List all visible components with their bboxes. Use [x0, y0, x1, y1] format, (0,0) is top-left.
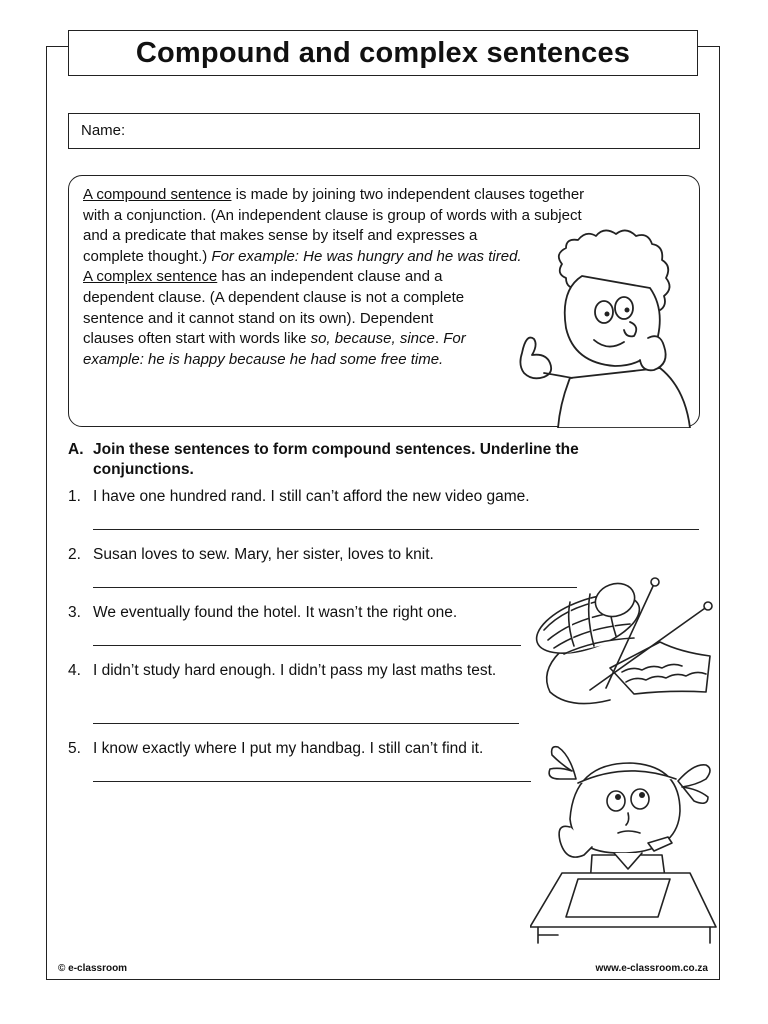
answer-line-1[interactable] — [93, 529, 699, 530]
thinking-boy-illustration — [500, 228, 700, 428]
section-heading: Join these sentences to form compound sentences. Underline the conjunctions. — [93, 441, 579, 478]
title-box — [68, 30, 698, 76]
answer-line-3[interactable] — [93, 645, 521, 646]
question-text: I know exactly where I put my handbag. I still can’t find it. — [93, 740, 484, 757]
example-text: For example: He was hungry and he was tired. — [211, 247, 522, 265]
example-text: example: he is happy because he had some free time. — [83, 350, 444, 368]
term-underlined: A complex sentence — [83, 268, 218, 286]
info-run: dependent clause. (A dependent clause is not a complete — [83, 288, 465, 306]
question-number: 2. — [68, 546, 81, 563]
info-line — [83, 185, 585, 206]
info-run: clauses often start with words like — [83, 330, 311, 348]
question-text: Susan loves to sew. Mary, her sister, loves to knit. — [93, 546, 434, 563]
footer-website: www.e-classroom.co.za — [595, 963, 708, 974]
example-text: so, because, since — [310, 330, 435, 348]
knitting-yarn-illustration — [530, 572, 718, 712]
question-number: 5. — [68, 740, 81, 757]
info-run: and a predicate that makes sense by itself and expresses a — [83, 227, 478, 245]
question-text: We eventually found the hotel. It wasn’t the right one. — [93, 604, 458, 621]
info-run: has an independent clause and a — [217, 268, 443, 286]
answer-line-5[interactable] — [93, 781, 531, 782]
question-number: 4. — [68, 662, 81, 679]
answer-line-4[interactable] — [93, 723, 519, 724]
info-run: is made by joining two independent clauses together — [231, 186, 585, 203]
section-letter: A. — [68, 441, 84, 458]
name-label: Name: — [81, 122, 126, 139]
footer-copyright: © e-classroom — [58, 963, 128, 974]
term-underlined: A compound sentence — [83, 186, 232, 203]
name-field[interactable] — [68, 113, 700, 149]
info-run: sentence and it cannot stand on its own). Dependent — [83, 309, 434, 327]
question-number: 1. — [68, 488, 81, 505]
thinking-girl-at-desk-illustration — [530, 735, 718, 945]
example-text: For — [443, 330, 466, 348]
page-title: Compound and complex sentences — [135, 36, 631, 69]
info-line — [83, 206, 582, 227]
info-run: complete thought.) — [83, 247, 212, 265]
info-run: with a conjunction. (An independent clause is group of words with a subject — [83, 206, 582, 224]
info-run: . — [434, 330, 444, 348]
question-text: I didn’t study hard enough. I didn’t pass my last maths test. — [93, 662, 497, 679]
question-text: I have one hundred rand. I still can’t afford the new video game. — [93, 488, 530, 505]
answer-line-2[interactable] — [93, 587, 577, 588]
question-number: 3. — [68, 604, 81, 621]
